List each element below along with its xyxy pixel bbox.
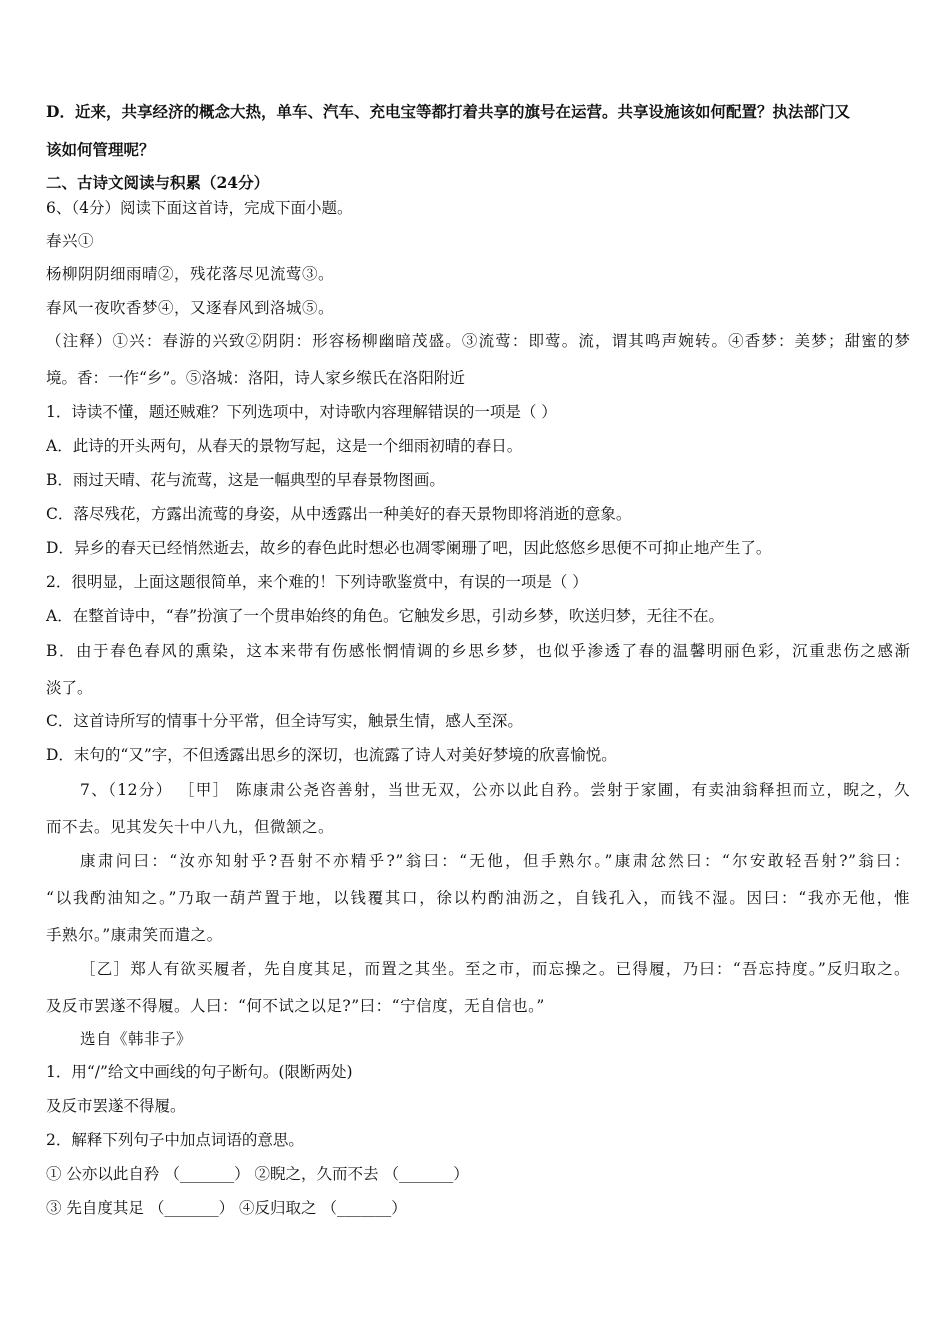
q6-sub2-option-b-line1: B．由于春色春风的熏染，这本来带有伤感怅惘情调的乡思乡梦，也似乎渗透了春的温馨明丽色彩，沉重悲伤之感渐 <box>46 642 910 660</box>
q7-passage-yi-line2: 及反市罢遂不得履。人曰：“何不试之以足?”曰：“宁信度，无自信也。” <box>46 997 545 1015</box>
q7-source: 选自《韩非子》 <box>80 1030 193 1048</box>
q7-passage-yi-line1: ［乙］郑人有欲买履者，先自度其足，而置之其坐。至之市，而忘操之。已得履，乃曰：“吾忘持度。”反归取之。 <box>80 960 910 978</box>
q7-sub1-sentence: 及反市罢遂不得履。 <box>46 1097 186 1115</box>
poem-title: 春兴① <box>46 232 95 250</box>
q6-sub2-option-a: A．在整首诗中，“春”扮演了一个贯串始终的角色。它触发乡思，引动乡梦，吹送归梦，无往不在。 <box>46 607 725 625</box>
q6-sub2-option-c: C．这首诗所写的情事十分平常，但全诗写实，触景生情，感人至深。 <box>46 712 523 730</box>
q6-sub1-option-a: A．此诗的开头两句，从春天的景物写起，这是一个细雨初晴的春日。 <box>46 437 523 455</box>
q7-sub1-stem: 1．用“/”给文中画线的句子断句。(限断两处) <box>46 1063 353 1081</box>
q6-sub1-stem: 1．诗读不懂，题还贼难？下列选项中，对诗歌内容理解错误的一项是（ ） <box>46 403 557 421</box>
poem-line-2: 春风一夜吹香梦④，又逐春风到洛城⑤。 <box>46 299 335 317</box>
q7-sub2-items-row1: ① 公亦以此自矜 （_______） ②睨之，久而不去 （_______） <box>46 1165 469 1183</box>
q7-passage-jia-line3: 康肃问曰：“汝亦知射乎?吾射不亦精乎?”翁曰：“无他，但手熟尔。”康肃忿然曰：“尔安敢轻吾射?”翁曰： <box>80 852 910 870</box>
q5-option-d-line2: 该如何管理呢？ <box>46 140 155 159</box>
q6-sub1-option-c: C．落尽残花，方露出流莺的身姿，从中透露出一种美好的春天景物即将消逝的意象。 <box>46 505 632 523</box>
q6-stem: 6、（4分）阅读下面这首诗，完成下面小题。 <box>46 199 353 217</box>
q7-passage-jia-line1: 7、（12分） ［甲］ 陈康肃公尧咨善射，当世无双，公亦以此自矜。尝射于家圃，有卖油翁释担而立，睨之，久 <box>80 781 910 799</box>
section-two-heading: 二、古诗文阅读与积累（24分） <box>46 173 270 192</box>
q6-sub2-option-b-line2: 淡了。 <box>46 679 93 697</box>
q7-passage-jia-line4: “以我酌油知之。”乃取一葫芦置于地，以钱覆其口，徐以杓酌油沥之，自钱孔入，而钱不湿。因曰：“我亦无他，惟 <box>46 889 910 907</box>
q6-sub2-stem: 2．很明显，上面这题很简单，来个难的！下列诗歌鉴赏中，有误的一项是（ ） <box>46 573 588 591</box>
poem-notes-line1: （注释）①兴：春游的兴致②阴阴：形容杨柳幽暗茂盛。③流莺：即莺。流，谓其鸣声婉转。④香梦：美梦；甜蜜的梦 <box>46 332 910 350</box>
q7-sub2-stem: 2．解释下列句子中加点词语的意思。 <box>46 1131 304 1149</box>
q6-sub1-option-d: D．异乡的春天已经悄然逝去，故乡的春色此时想必也凋零阑珊了吧，因此悠悠乡思便不可抑止地产生了。 <box>46 539 772 557</box>
q7-passage-jia-line2: 而不去。见其发矢十中八九，但微颔之。 <box>46 818 335 836</box>
q7-sub2-items-row2: ③ 先自度其足 （_______） ④反归取之 （_______） <box>46 1199 407 1217</box>
q6-sub2-option-d: D．末句的“又”字，不但透露出思乡的深切，也流露了诗人对美好梦境的欣喜愉悦。 <box>46 746 617 764</box>
q7-passage-jia-line5: 手熟尔。”康肃笑而遣之。 <box>46 926 223 944</box>
q6-sub1-option-b: B．雨过天晴、花与流莺，这是一幅典型的早春景物图画。 <box>46 471 445 489</box>
poem-notes-line2: 境。香：一作“乡”。⑤洛城：洛阳，诗人家乡缑氏在洛阳附近 <box>46 369 465 387</box>
q5-option-d-line1: D．近来，共享经济的概念大热，单车、汽车、充电宝等都打着共享的旗号在运营。共享设施该如何配置？执法部门又 <box>46 102 850 121</box>
poem-line-1: 杨柳阴阴细雨晴②，残花落尽见流莺③。 <box>46 265 335 283</box>
